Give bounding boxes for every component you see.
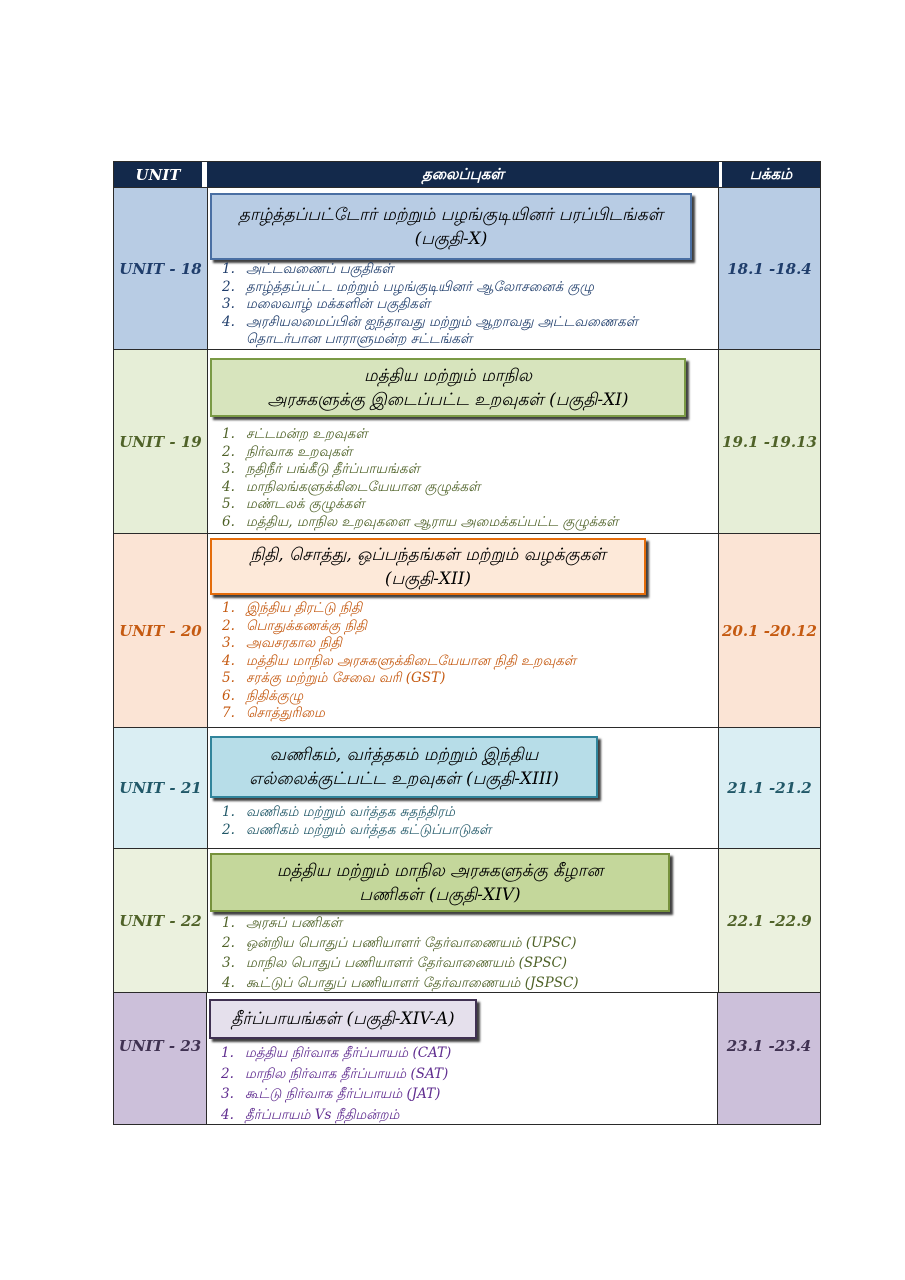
list-item: 3. நதிநீர் பங்கீடு தீர்ப்பாயங்கள் — [222, 461, 420, 477]
list-item: 3. அவசரகால நிதி — [222, 635, 342, 651]
list-item: 1. மத்திய நிர்வாக தீர்ப்பாயம் (CAT) — [221, 1045, 452, 1061]
list-item: 2. வணிகம் மற்றும் வர்த்தக கட்டுப்பாடுகள் — [222, 821, 492, 838]
page-range: 20.1 -20.12 — [719, 534, 820, 727]
list-item: 2. ஒன்றிய பொதுப் பணியாளர் தேர்வாணையம் (UPSC) — [222, 935, 577, 951]
list-item: 3. கூட்டு நிர்வாக தீர்ப்பாயம் (JAT) — [221, 1086, 441, 1102]
topic-list — [221, 1043, 711, 1125]
table-header — [114, 162, 820, 187]
section-title-box — [210, 853, 670, 912]
section-title-part: அரசுகளுக்கு இடைப்பட்ட உறவுகள் (பகுதி-XI) — [267, 389, 629, 410]
list-item: 2. நிர்வாக உறவுகள் — [222, 443, 353, 460]
section-title-part: (பகுதி-XII) — [384, 568, 472, 589]
list-item: 5. சரக்கு மற்றும் சேவை வரி (GST) — [222, 670, 446, 686]
section-title-line: வணிகம், வர்த்தகம் மற்றும் இந்திய — [269, 745, 539, 765]
topic-list — [222, 426, 712, 531]
section-title-part: பணிகள் (பகுதி-XIV) — [359, 884, 521, 905]
unit-label: UNIT - 23 — [114, 993, 207, 1124]
list-item: 6. நிதிக்குழு — [222, 687, 304, 704]
topic-cell — [207, 993, 718, 1124]
list-item: 6. மத்திய, மாநில உறவுகளை ஆராய அமைக்கப்பட்ட குழுக்கள் — [222, 513, 619, 530]
list-item: 4. மாநிலங்களுக்கிடையேயான குழுக்கள் — [222, 478, 481, 495]
section-title-line: மத்திய மற்றும் மாநில அரசுகளுக்கு கீழான — [276, 860, 604, 881]
page-range: 19.1 -19.13 — [719, 350, 820, 533]
list-item: 1. வணிகம் மற்றும் வர்த்தக சுதந்திரம் — [222, 804, 455, 820]
unit-label: UNIT - 18 — [114, 188, 208, 349]
list-item: 1. அரசுப் பணிகள் — [222, 915, 343, 931]
section-title-box — [209, 999, 477, 1039]
header-unit: UNIT — [135, 165, 181, 184]
list-item: 4. அரசியலமைப்பின் ஐந்தாவது மற்றும் ஆறாவது அட்டவணைகள் தொடர்பான பாராளுமன்ற சட்டங்கள் — [222, 313, 638, 347]
list-item: 1. சட்டமன்ற உறவுகள் — [222, 426, 368, 442]
header-pages: பக்கம் — [749, 164, 793, 183]
page-range: 18.1 -18.4 — [719, 188, 820, 349]
section-title-line: மத்திய மற்றும் மாநில — [364, 365, 532, 386]
list-item: 7. சொத்துரிமை — [222, 705, 325, 721]
section-title-box — [210, 736, 598, 798]
section-title-line: தீர்ப்பாயங்கள் (பகுதி-XIV-A) — [231, 1009, 455, 1029]
unit-row-22 — [114, 848, 820, 992]
unit-row-23 — [114, 992, 820, 1124]
list-item: 2. பொதுக்கணக்கு நிதி — [222, 617, 367, 634]
topic-list — [222, 600, 712, 723]
topic-cell — [208, 188, 719, 349]
section-title-box — [210, 193, 692, 260]
contents-table — [113, 161, 821, 1125]
topic-list — [222, 261, 712, 349]
topic-list — [222, 913, 712, 993]
unit-row-18 — [114, 187, 820, 349]
header-topics: தலைப்புகள் — [202, 162, 722, 187]
section-title-box — [210, 358, 686, 417]
section-title-part: எல்லைக்குட்பட்ட உறவுகள் (பகுதி-XIII) — [249, 769, 559, 789]
page-range: 22.1 -22.9 — [719, 849, 820, 992]
section-title-box — [210, 538, 646, 595]
unit-row-21 — [114, 727, 820, 848]
page-range: 23.1 -23.4 — [718, 993, 820, 1124]
list-item: 2. தாழ்த்தப்பட்ட மற்றும் பழங்குடியினர் ஆலோசனைக் குழு — [222, 278, 594, 295]
topic-cell — [208, 728, 719, 848]
list-item: 4. தீர்ப்பாயம் Vs நீதிமன்றம் — [221, 1106, 400, 1123]
list-item: 1. இந்திய திரட்டு நிதி — [222, 600, 363, 616]
page-range: 21.1 -21.2 — [719, 728, 820, 848]
unit-label: UNIT - 19 — [114, 350, 208, 533]
unit-label: UNIT - 21 — [114, 728, 208, 848]
list-item: 4. மத்திய மாநில அரசுகளுக்கிடையேயான நிதி உறவுகள் — [222, 652, 577, 669]
unit-label: UNIT - 22 — [114, 849, 208, 992]
topic-cell — [208, 849, 719, 992]
list-item: 2. மாநில நிர்வாக தீர்ப்பாயம் (SAT) — [221, 1065, 449, 1082]
topic-cell — [208, 350, 719, 533]
unit-row-20 — [114, 533, 820, 727]
list-item: 1. அட்டவணைப் பகுதிகள் — [222, 261, 394, 277]
list-item: 5. மண்டலக் குழுக்கள் — [222, 496, 365, 512]
list-item: 4. கூட்டுப் பொதுப் பணியாளர் தேர்வாணையம் (JSPSC) — [222, 975, 579, 991]
section-title-part: (பகுதி-X) — [414, 228, 488, 249]
list-item: 3. மாநில பொதுப் பணியாளர் தேர்வாணையம் (SPSC) — [222, 955, 568, 971]
topic-cell — [208, 534, 719, 727]
section-title-line: நிதி, சொத்து, ஒப்பந்தங்கள் மற்றும் வழக்குகள் — [250, 544, 606, 565]
section-title-line: தாழ்த்தப்பட்டோர் மற்றும் பழங்குடியினர் பரப்பிடங்கள் — [238, 204, 664, 225]
unit-row-19 — [114, 349, 820, 533]
list-item: 3. மலைவாழ் மக்களின் பகுதிகள் — [222, 296, 431, 312]
topic-list — [222, 804, 712, 839]
unit-label: UNIT - 20 — [114, 534, 208, 727]
